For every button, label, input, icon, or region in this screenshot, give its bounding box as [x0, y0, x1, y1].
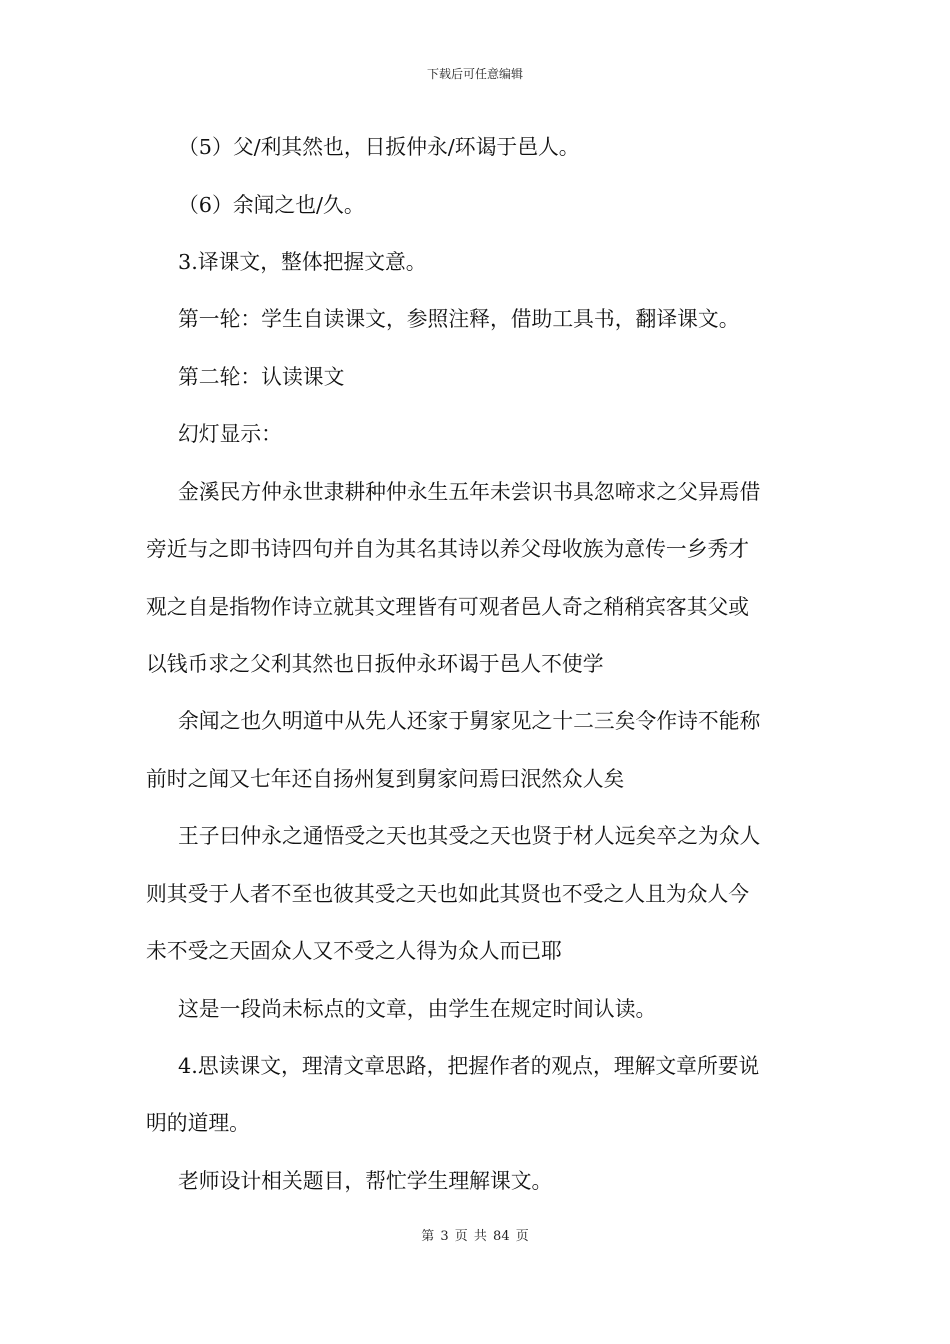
paragraph-line: 第二轮：认读课文	[178, 365, 345, 389]
paragraph-line: （6）余闻之也/久。	[178, 193, 365, 217]
paragraph-line: 余闻之也久明道中从先人还家于舅家见之十二三矣令作诗不能称	[178, 709, 761, 733]
paragraph-line: 观之自是指物作诗立就其文理皆有可观者邑人奇之稍稍宾客其父或	[146, 595, 750, 619]
paragraph-line: 3.译课文，整体把握文意。	[178, 250, 427, 274]
paragraph-line: 老师设计相关题目，帮忙学生理解课文。	[178, 1169, 553, 1193]
paragraph-line: 则其受于人者不至也彼其受之天也如此其贤也不受之人且为众人今	[146, 882, 750, 906]
paragraph-line: 未不受之天固众人又不受之人得为众人而已耶	[146, 939, 562, 963]
paragraph-line: 这是一段尚未标点的文章，由学生在规定时间认读。	[178, 997, 657, 1021]
paragraph-line: 4.思读课文，理清文章思路，把握作者的观点，理解文章所要说	[178, 1054, 760, 1078]
paragraph-line: 金溪民方仲永世隶耕种仲永生五年未尝识书具忽啼求之父异焉借	[178, 480, 761, 504]
paragraph-line: 王子曰仲永之通悟受之天也其受之天也贤于材人远矣卒之为众人	[178, 824, 761, 848]
paragraph-line: 第一轮：学生自读课文，参照注释，借助工具书，翻译课文。	[178, 307, 740, 331]
page-footer: 第 3 页 共 84 页	[421, 1229, 529, 1244]
paragraph-line: 前时之闻又七年还自扬州复到舅家问焉曰泯然众人矣	[146, 767, 625, 791]
paragraph-line: 以钱币求之父利其然也日扳仲永环谒于邑人不使学	[146, 652, 604, 676]
paragraph-line: （5）父/利其然也，日扳仲永/环谒于邑人。	[178, 135, 580, 159]
paragraph-line: 旁近与之即书诗四句并自为其名其诗以养父母收族为意传一乡秀才	[146, 537, 750, 561]
page-header: 下载后可任意编辑	[426, 67, 523, 81]
paragraph-line: 明的道理。	[146, 1111, 250, 1135]
paragraph-line: 幻灯显示：	[178, 422, 282, 446]
